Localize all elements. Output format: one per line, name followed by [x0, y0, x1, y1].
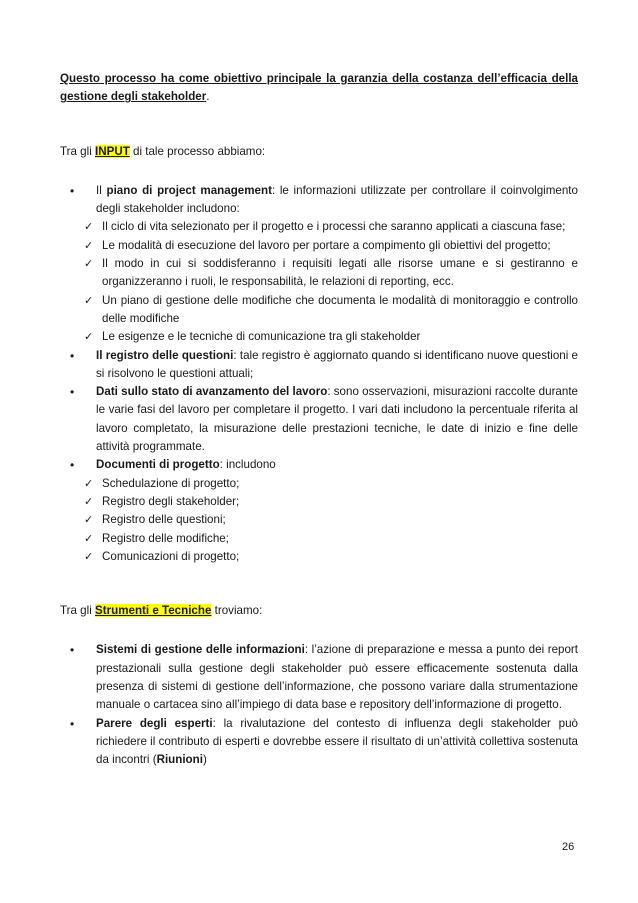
input-list — [60, 182, 578, 566]
checkmark-icon: ✓ — [84, 550, 94, 563]
check-item: ✓ Registro delle questioni; — [60, 511, 578, 529]
check-item: ✓ Registro degli stakeholder; — [60, 493, 578, 511]
list-item: • Parere degli esperti: la rivalutazione del contesto di influenza degli stakeholder può richiedere il contributo di esperti e dovrebbe essere il risultato di un’attività collettiva sostenuta da incontri (Riunioni) — [70, 716, 578, 767]
checkmark-icon: ✓ — [84, 477, 94, 490]
checkmark-icon: ✓ — [84, 258, 94, 271]
check-item: ✓ Registro delle modifiche; — [60, 530, 578, 548]
check-item: ✓ Schedulazione di progetto; — [60, 475, 578, 493]
checkmark-icon: ✓ — [84, 331, 94, 344]
list-item: • Documenti di progetto: includono ✓ Schedulazione di progetto; ✓ Registro degli stakeholder; ✓ Registro delle questioni; ✓ Registro delle modifiche; ✓ Comunicazioni di progetto; — [60, 456, 578, 566]
check-item: ✓ Il modo in cui si soddisferanno i requisiti legati alle risorse umane e si gestiranno e organizzeranno i ruoli, le responsabilità, le relazioni di reporting, ecc. — [84, 257, 578, 289]
checklist — [60, 475, 578, 566]
checkmark-icon: ✓ — [84, 495, 94, 508]
checklist — [60, 218, 578, 346]
bullet-icon: • — [70, 385, 75, 400]
checkmark-icon: ✓ — [84, 239, 94, 252]
bullet-icon: • — [70, 183, 75, 198]
bullet-icon: • — [70, 348, 75, 363]
list-item: • Sistemi di gestione delle informazioni: l’azione di preparazione e messa a punto dei report prestazionali sulla gestione degli stakeholder può essere efficacemente sostenuta dalla presenza di sistemi di gestione dell’informazione, che possono variare dalla strumentazione manuale o cartacea sino all’impiego di data base e repository dell’informazione di progetto. — [70, 643, 578, 712]
list-item: • Il registro delle questioni: tale registro è aggiornato quando si identificano nuove questioni e si risolvono le questioni attuali; — [70, 348, 578, 380]
bullet-icon: • — [70, 643, 75, 658]
check-item: ✓ Un piano di gestione delle modifiche che documenta le modalità di monitoraggio e controllo delle modifiche — [84, 293, 578, 325]
tools-highlight: Strumenti e Tecniche — [95, 604, 212, 618]
bullet-icon: • — [70, 716, 75, 731]
checkmark-icon: ✓ — [84, 221, 94, 234]
check-item: ✓ Le esigenze e le tecniche di comunicazione tra gli stakeholder — [60, 328, 578, 346]
input-highlight: INPUT — [95, 144, 130, 158]
input-heading: Tra gli INPUT di tale processo abbiamo: — [60, 144, 266, 158]
page-number: 26 — [562, 841, 575, 853]
tools-heading: Tra gli Strumenti e Tecniche troviamo: — [60, 604, 263, 618]
list-item: • Il piano di project management: le informazioni utilizzate per controllare il coinvolgimento degli stakeholder includono: ✓ Il ciclo di vita selezionato per il progetto e i processi che saranno applicati a ciascuna fase; ✓ Le modalità di esecuzione del lavoro per portare a compimento gli obiettivi del progetto; ✓ Il modo in cui si soddisferanno i requisiti legati alle risorse umane e si gestiranno e organizzeranno i ruoli, le responsabilità, le relazioni di reporting, ecc. ✓ Un piano di gestione delle modifiche che documenta le modalità di monitoraggio e controllo delle modifiche ✓ Le esigenze e le tecniche di comunicazione tra gli stakeholder — [60, 182, 578, 347]
checkmark-icon: ✓ — [84, 532, 94, 545]
checkmark-icon: ✓ — [84, 514, 94, 527]
tools-list — [60, 641, 578, 769]
intro-paragraph: Questo processo ha come obiettivo principale la garanzia della costanza dell’efficacia della gestione degli stakeholder. — [60, 72, 578, 104]
check-item: ✓ Il ciclo di vita selezionato per il progetto e i processi che saranno applicati a ciascuna fase; — [60, 218, 578, 236]
check-item: ✓ Le modalità di esecuzione del lavoro per portare a compimento gli obiettivi del progetto; — [60, 237, 578, 255]
page-content — [60, 70, 578, 770]
bullet-icon: • — [70, 458, 75, 473]
intro-bold-text: Questo processo ha come obiettivo principale la garanzia della costanza dell’efficacia della gestione degli stakeholder — [60, 72, 578, 104]
list-item: • Dati sullo stato di avanzamento del lavoro: sono osservazioni, misurazioni raccolte durante le varie fasi del lavoro per completare il progetto. I vari dati includono la percentuale riferita al lavoro completato, la misurazione delle prestazioni tecniche, le date di inizio e fine delle attività programmate. — [70, 385, 579, 454]
check-item: ✓ Comunicazioni di progetto; — [60, 548, 578, 566]
checkmark-icon: ✓ — [84, 294, 94, 307]
